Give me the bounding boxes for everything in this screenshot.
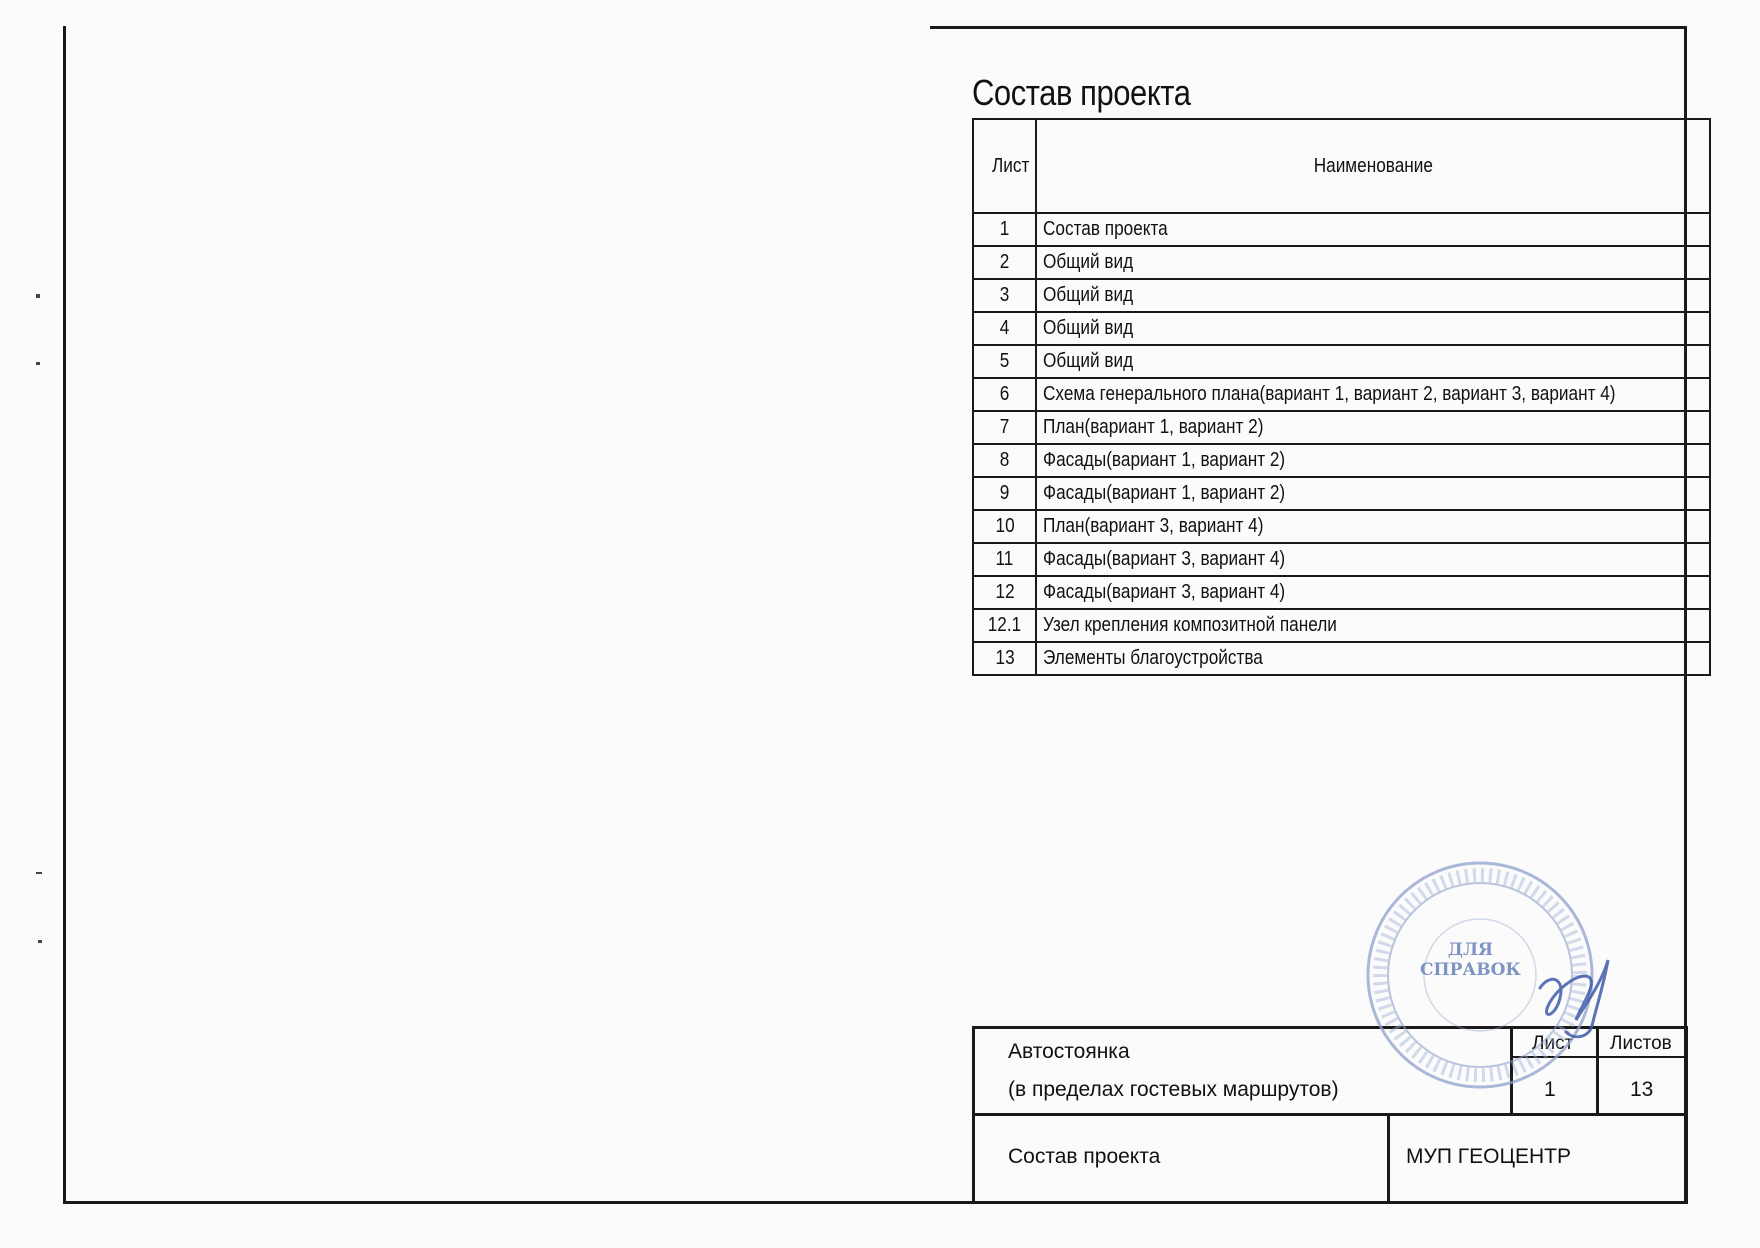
row-sheet-name: Фасады(вариант 3, вариант 4) <box>1036 543 1710 576</box>
stamp-line-1: ДЛЯ <box>1447 940 1493 960</box>
table-row <box>973 312 1710 345</box>
row-sheet-number: 10 <box>973 510 1036 543</box>
table-body <box>973 213 1710 675</box>
row-sheet-name: Узел крепления композитной панели <box>1036 609 1710 642</box>
row-sheet-name: Фасады(вариант 1, вариант 2) <box>1036 477 1710 510</box>
table-row <box>973 609 1710 642</box>
table-row <box>973 642 1710 675</box>
title-block-divider <box>972 1113 1688 1116</box>
row-sheet-number: 11 <box>973 543 1036 576</box>
table-row <box>973 213 1710 246</box>
row-sheet-name: Состав проекта <box>1036 213 1710 246</box>
row-sheet-name: Общий вид <box>1036 246 1710 279</box>
table-row <box>973 444 1710 477</box>
header-sheet: Лист <box>973 119 1036 213</box>
scan-mark <box>38 940 42 943</box>
row-sheet-name: Фасады(вариант 3, вариант 4) <box>1036 576 1710 609</box>
row-sheet-name: Фасады(вариант 1, вариант 2) <box>1036 444 1710 477</box>
table-row <box>973 576 1710 609</box>
row-sheet-number: 8 <box>973 444 1036 477</box>
row-sheet-number: 1 <box>973 213 1036 246</box>
table-row <box>973 510 1710 543</box>
drawing-frame-top <box>930 26 1687 29</box>
page-title: Состав проекта <box>972 72 1191 113</box>
sheets-value: 13 <box>1630 1078 1654 1101</box>
row-sheet-number: 7 <box>973 411 1036 444</box>
sheet-value: 1 <box>1544 1078 1556 1101</box>
row-sheet-number: 6 <box>973 378 1036 411</box>
table-row <box>973 246 1710 279</box>
table-row <box>973 279 1710 312</box>
organization-name: МУП ГЕОЦЕНТР <box>1406 1145 1572 1168</box>
object-name-line2: (в пределах гостевых маршрутов) <box>1008 1078 1339 1101</box>
scan-mark <box>36 294 40 298</box>
table-row <box>973 477 1710 510</box>
row-sheet-name: План(вариант 1, вариант 2) <box>1036 411 1710 444</box>
signature <box>1530 948 1620 1048</box>
table-row <box>973 543 1710 576</box>
row-sheet-number: 12 <box>973 576 1036 609</box>
object-name-line1: Автостоянка <box>1008 1040 1130 1063</box>
sheet-label: Лист <box>1532 1033 1574 1054</box>
row-sheet-name: Элементы благоустройства <box>1036 642 1710 675</box>
title-block-divider <box>1387 1113 1390 1204</box>
scan-mark <box>36 872 42 874</box>
scan-mark <box>36 362 40 365</box>
row-sheet-name: Общий вид <box>1036 345 1710 378</box>
document-name: Состав проекта <box>1008 1145 1161 1168</box>
row-sheet-number: 2 <box>973 246 1036 279</box>
row-sheet-number: 13 <box>973 642 1036 675</box>
row-sheet-name: Общий вид <box>1036 279 1710 312</box>
row-sheet-number: 5 <box>973 345 1036 378</box>
row-sheet-number: 4 <box>973 312 1036 345</box>
header-name: Наименование <box>1036 119 1710 213</box>
row-sheet-name: Схема генерального плана(вариант 1, вариант 2, вариант 3, вариант 4) <box>1036 378 1710 411</box>
composition-table <box>972 118 1711 676</box>
row-sheet-name: Общий вид <box>1036 312 1710 345</box>
row-sheet-number: 9 <box>973 477 1036 510</box>
row-sheet-number: 3 <box>973 279 1036 312</box>
row-sheet-number: 12.1 <box>973 609 1036 642</box>
sheets-label: Листов <box>1610 1033 1672 1054</box>
row-sheet-name: План(вариант 3, вариант 4) <box>1036 510 1710 543</box>
table-header-row <box>973 119 1710 213</box>
table-row <box>973 411 1710 444</box>
table-row <box>973 378 1710 411</box>
stamp-center-text <box>1420 940 1521 981</box>
stamp-line-2: СПРАВОК <box>1420 960 1521 981</box>
table-row <box>973 345 1710 378</box>
